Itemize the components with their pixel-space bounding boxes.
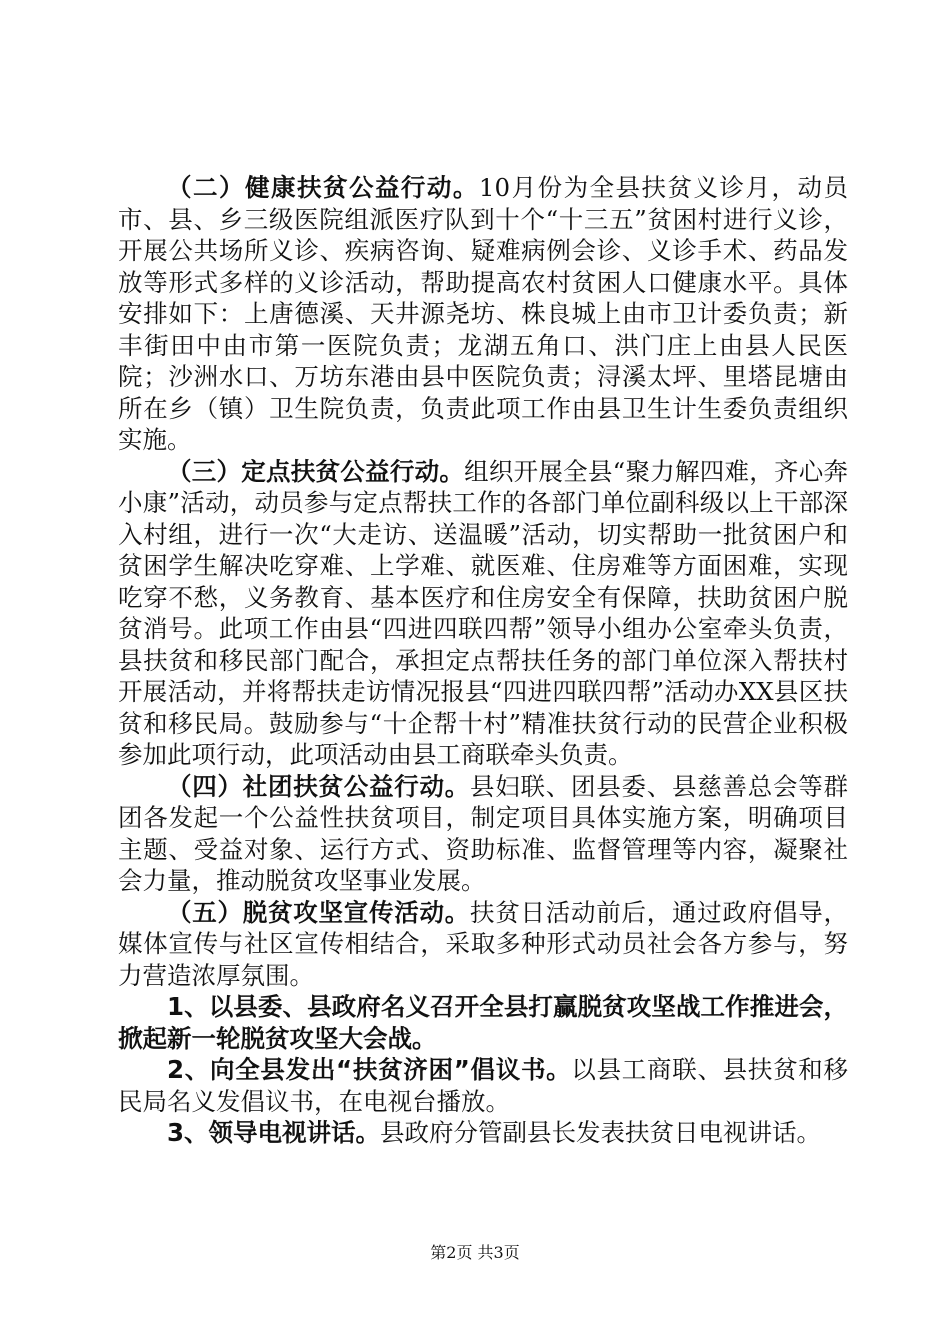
page-footer: 第2页 共3页 xyxy=(430,1243,520,1262)
paragraph-fixed-point xyxy=(118,456,848,771)
paragraph-health xyxy=(118,172,848,456)
paragraph-item-2 xyxy=(118,1054,848,1117)
paragraph-text: 县政府分管副县长发表扶贫日电视讲话。 xyxy=(380,1118,822,1147)
paragraph-heading: 3、领导电视讲话。 xyxy=(167,1118,381,1147)
paragraph-item-1 xyxy=(118,991,848,1054)
paragraph-text: 组织开展全县“聚力解四难，齐心奔小康”活动，动员参与定点帮扶工作的各部门单位副科级以上干部深入村组，进行一次“大走访、送温暖”活动，切实帮助一批贫困户和贫困学生解决吃穿难、上学难、就医难、住房难等方面困难，实现吃穿不愁，义务教育、基本医疗和住房安全有保障，扶助贫困户脱贫消号。此项工作由县“四进四联四帮”领导小组办公室牵头负责，县扶贫和移民部门配合，承担定点帮扶任务的部门单位深入帮扶村开展活动，并将帮扶走访情况报县“四进四联四帮”活动办XX县区扶贫和移民局。鼓励参与“十企帮十村”精准扶贫行动的民营企业积极参加此项行动，此项活动由县工商联牵头负责。 xyxy=(118,456,849,769)
paragraph-publicity xyxy=(118,897,848,992)
paragraph-associations xyxy=(118,771,848,897)
paragraph-heading: （四）社团扶贫公益行动。 xyxy=(167,771,470,801)
paragraph-text: 县妇联、团县委、县慈善总会等群团各发起一个公益性扶贫项目，制定项目具体实施方案，明确项目主题、受益对象、运行方式、资助标准、监督管理等内容，凝聚社会力量，推动脱贫攻坚事业发展。 xyxy=(118,771,848,895)
paragraph-heading: （三）定点扶贫公益行动。 xyxy=(167,456,465,486)
paragraph-text: 扶贫日活动前后，通过政府倡导，媒体宣传与社区宣传相结合，采取多种形式动员社会各方参与，努力营造浓厚氛围。 xyxy=(118,897,848,990)
document-body xyxy=(118,172,848,1149)
paragraph-item-3 xyxy=(118,1117,848,1149)
paragraph-heading: 2、向全县发出“扶贫济困”倡议书。 xyxy=(167,1055,572,1084)
paragraph-text: 以县工商联、县扶贫和移民局名义发倡议书，在电视台播放。 xyxy=(118,1055,849,1116)
paragraph-heading: （五）脱贫攻坚宣传活动。 xyxy=(167,897,470,927)
paragraph-heading: 1、以县委、县政府名义召开全县打赢脱贫攻坚战工作推进会，掀起新一轮脱贫攻坚大会战。 xyxy=(118,992,848,1053)
paragraph-text: 10月份为全县扶贫义诊月，动员市、县、乡三级医院组派医疗队到十个“十三五”贫困村进行义诊，开展公共场所义诊、疾病咨询、疑难病例会诊、义诊手术、药品发放等形式多样的义诊活动，帮助提高农村贫困人口健康水平。具体安排如下：上唐德溪、天井源尧坊、株良城上由市卫计委负责；新丰街田中由市第一医院负责；龙湖五角口、洪门庄上由县人民医院；沙洲水口、万坊东港由县中医院负责；浔溪太坪、里塔昆塘由所在乡（镇）卫生院负责，负责此项工作由县卫生计生委负责组织实施。 xyxy=(118,173,848,454)
paragraph-heading: （二）健康扶贫公益行动。 xyxy=(167,173,479,202)
